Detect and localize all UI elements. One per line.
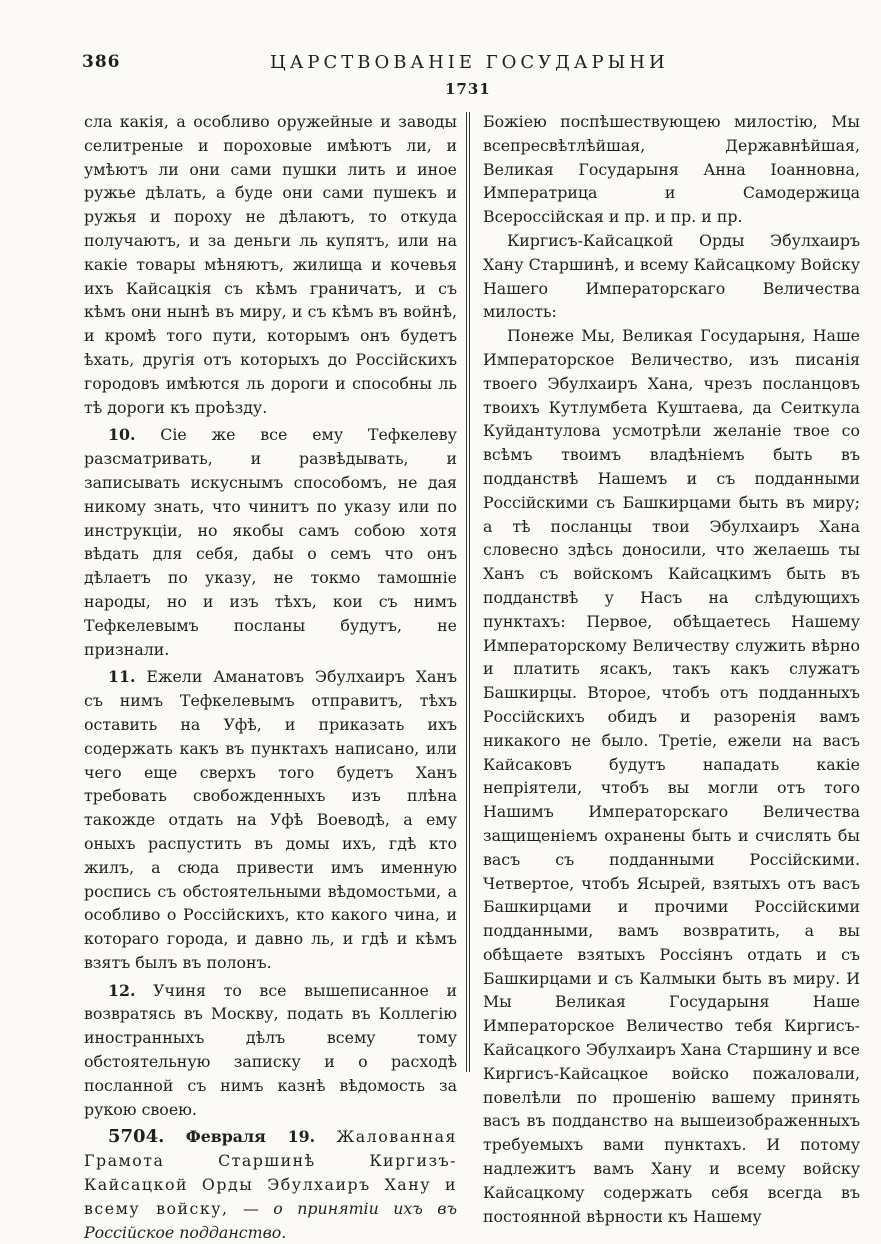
article-number: 12. [108, 980, 136, 1000]
right-paragraph-body: Понеже Мы, Великая Государыня, Наше Императорское Величество, изъ писанія твоего Эбулхаиръ Хана, чрезъ посланцовъ твоихъ Кутлумбета Куштаева, да Сеиткула Куйдантулова усмотрѣли желаніе твое со всѣмъ твоимъ владѣніемъ быть въ подданствѣ Нашемъ и съ подданными Россійскими съ Башкирцами быть въ миру; а тѣ посланцы твои Эбулхаиръ Хана словесно здѣсь доносили, что желаешь ты Ханъ съ войскомъ Кайсацкимъ быть въ подданствѣ у Насъ на слѣдующихъ пунктахъ: Первое, обѣщаетесь Нашему Императорскому Величеству служить вѣрно и платить ясакъ, такъ какъ служатъ Башкирцы. Второе, чтобъ отъ подданныхъ Россійскихъ обидъ и разоренія вамъ никакого не было. Третіе, ежели на васъ Кайсаковъ будутъ нападать какіе непріятели, чтобъ вы могли отъ того Нашимъ Императорскаго Величества защищеніемъ охранены быть и счислять бы васъ съ подданными Россійскими. Четвертое, чтобъ Ясырей, взятыхъ отъ васъ Башкирцами и прочими Россійскими подданными, вамъ возвратить, а вы обѣщаете взятыхъ Россіянъ отдать и съ Башкирцами и съ Калмыки быть въ миру. И Мы Великая Государыня Наше Императорское Величество тебя Киргисъ-Кайсацкого Эбулхаиръ Хана Старшину и все Киргисъ-Кайсацкое войско пожаловали, повелѣли по прошенію вашему принять васъ въ подданство на вышеизображенныхъ требуемыхъ вами пунктахъ. И потому надлежитъ вамъ Хану и всему войску Кайсацкому содержать себя всегда въ постоянной вѣрности къ Нашему [483, 326, 860, 1226]
year-heading: 1731 [445, 80, 491, 98]
article-10 [84, 423, 457, 661]
article-text: Ежели Аманатовъ Эбулхаиръ Ханъ съ нимъ Тефкелевымъ отправитъ, тѣхъ оставить на Уфѣ, и приказать ихъ содержать какъ въ пунктахъ написано, или чего еще сверхъ того будетъ Ханъ требовать свобожденныхъ изъ плѣна такожде отдать на Уфѣ Воеводѣ, а ему оныхъ распустить въ домы ихъ, гдѣ кто жилъ, а сюда привести имъ именную роспись съ обстоятельными вѣдомостьми, а особливо о Россійскихъ, кто какого чина, и котораго города, и давно ль, и гдѣ и кѣмъ взятъ былъ въ полонъ. [84, 667, 457, 972]
decree-summary: — о принятіи ихъ въ Россійское подданство. [84, 1198, 457, 1242]
column-divider [466, 112, 470, 1072]
page-header [0, 52, 881, 82]
decree-heading [84, 1125, 457, 1244]
right-paragraph-intitulatio: Божіею поспѣшествующею милостію, Мы всепресвѣтлѣйшая, Державнѣйшая, Великая Государыня Анна Іоанновна, Императрица и Самодержица Всероссійская и пр. и пр. и пр. [483, 112, 860, 227]
page-number: 386 [82, 52, 121, 72]
article-number: 10. [108, 425, 136, 445]
left-paragraph-continuation: сла какія, а особливо оружейные и заводы селитреные и пороховые имѣютъ ли, и умѣютъ ли они сами пушки лить и иное ружье дѣлать, а буде они сами пушекъ и ружья и пороху не дѣлаютъ, то откуда получаютъ, и за деньги ль купятъ, или на какіе товары мѣняютъ, жилища и кочевья ихъ Кайсацкія съ кѣмъ граничатъ, и съ кѣмъ они нынѣ въ миру, и съ кѣмъ въ войнѣ, и кромѣ того пути, которымъ онъ будетъ ѣхать, другія отъ которыхъ до Россійскихъ городовъ имѣются ль дороги и способны ль тѣ дороги къ проѣзду. [84, 112, 457, 417]
article-text: Сіе же все ему Тефкелеву разсматривать, и развѣдывать, и записывать искуснымъ способомъ, не дая никому знать, что чинитъ по указу или по инструкціи, но якобы самъ собою хотя вѣдать для себя, дабы о семъ что онъ дѣлаетъ по указу, не токмо тамошніе народы, но и изъ тѣхъ, кои съ нимъ Тефкелевымъ посланы будутъ, не признали. [84, 425, 457, 659]
running-head: ЦАРСТВОВАНІЕ ГОСУДАРЫНИ [270, 52, 669, 73]
right-paragraph-address: Киргисъ-Кайсацкой Орды Эбулхаиръ Хану Старшинѣ, и всему Кайсацкому Войску Нашего Императорскаго Величества милость: [483, 230, 860, 322]
article-12 [84, 979, 457, 1122]
article-text: Учиня то все вышеписанное и возвратясь въ Москву, подать въ Коллегію иностранныхъ дѣлъ всему тому обстоятельную записку и о расходѣ посланной съ нимъ казнѣ вѣдомость за рукою своею. [84, 980, 457, 1119]
article-number: 11. [108, 667, 136, 687]
decree-number: 5704. [108, 1126, 165, 1148]
article-11 [84, 665, 457, 974]
decree-date: Февраля 19. [185, 1127, 316, 1147]
decree-title: Жалованная Грамота Старшинѣ Киргизъ-Кайсацкой Орды Эбулхаиръ Хану и всему войску, [84, 1127, 457, 1218]
right-column [483, 110, 860, 1228]
left-column [84, 110, 457, 1244]
